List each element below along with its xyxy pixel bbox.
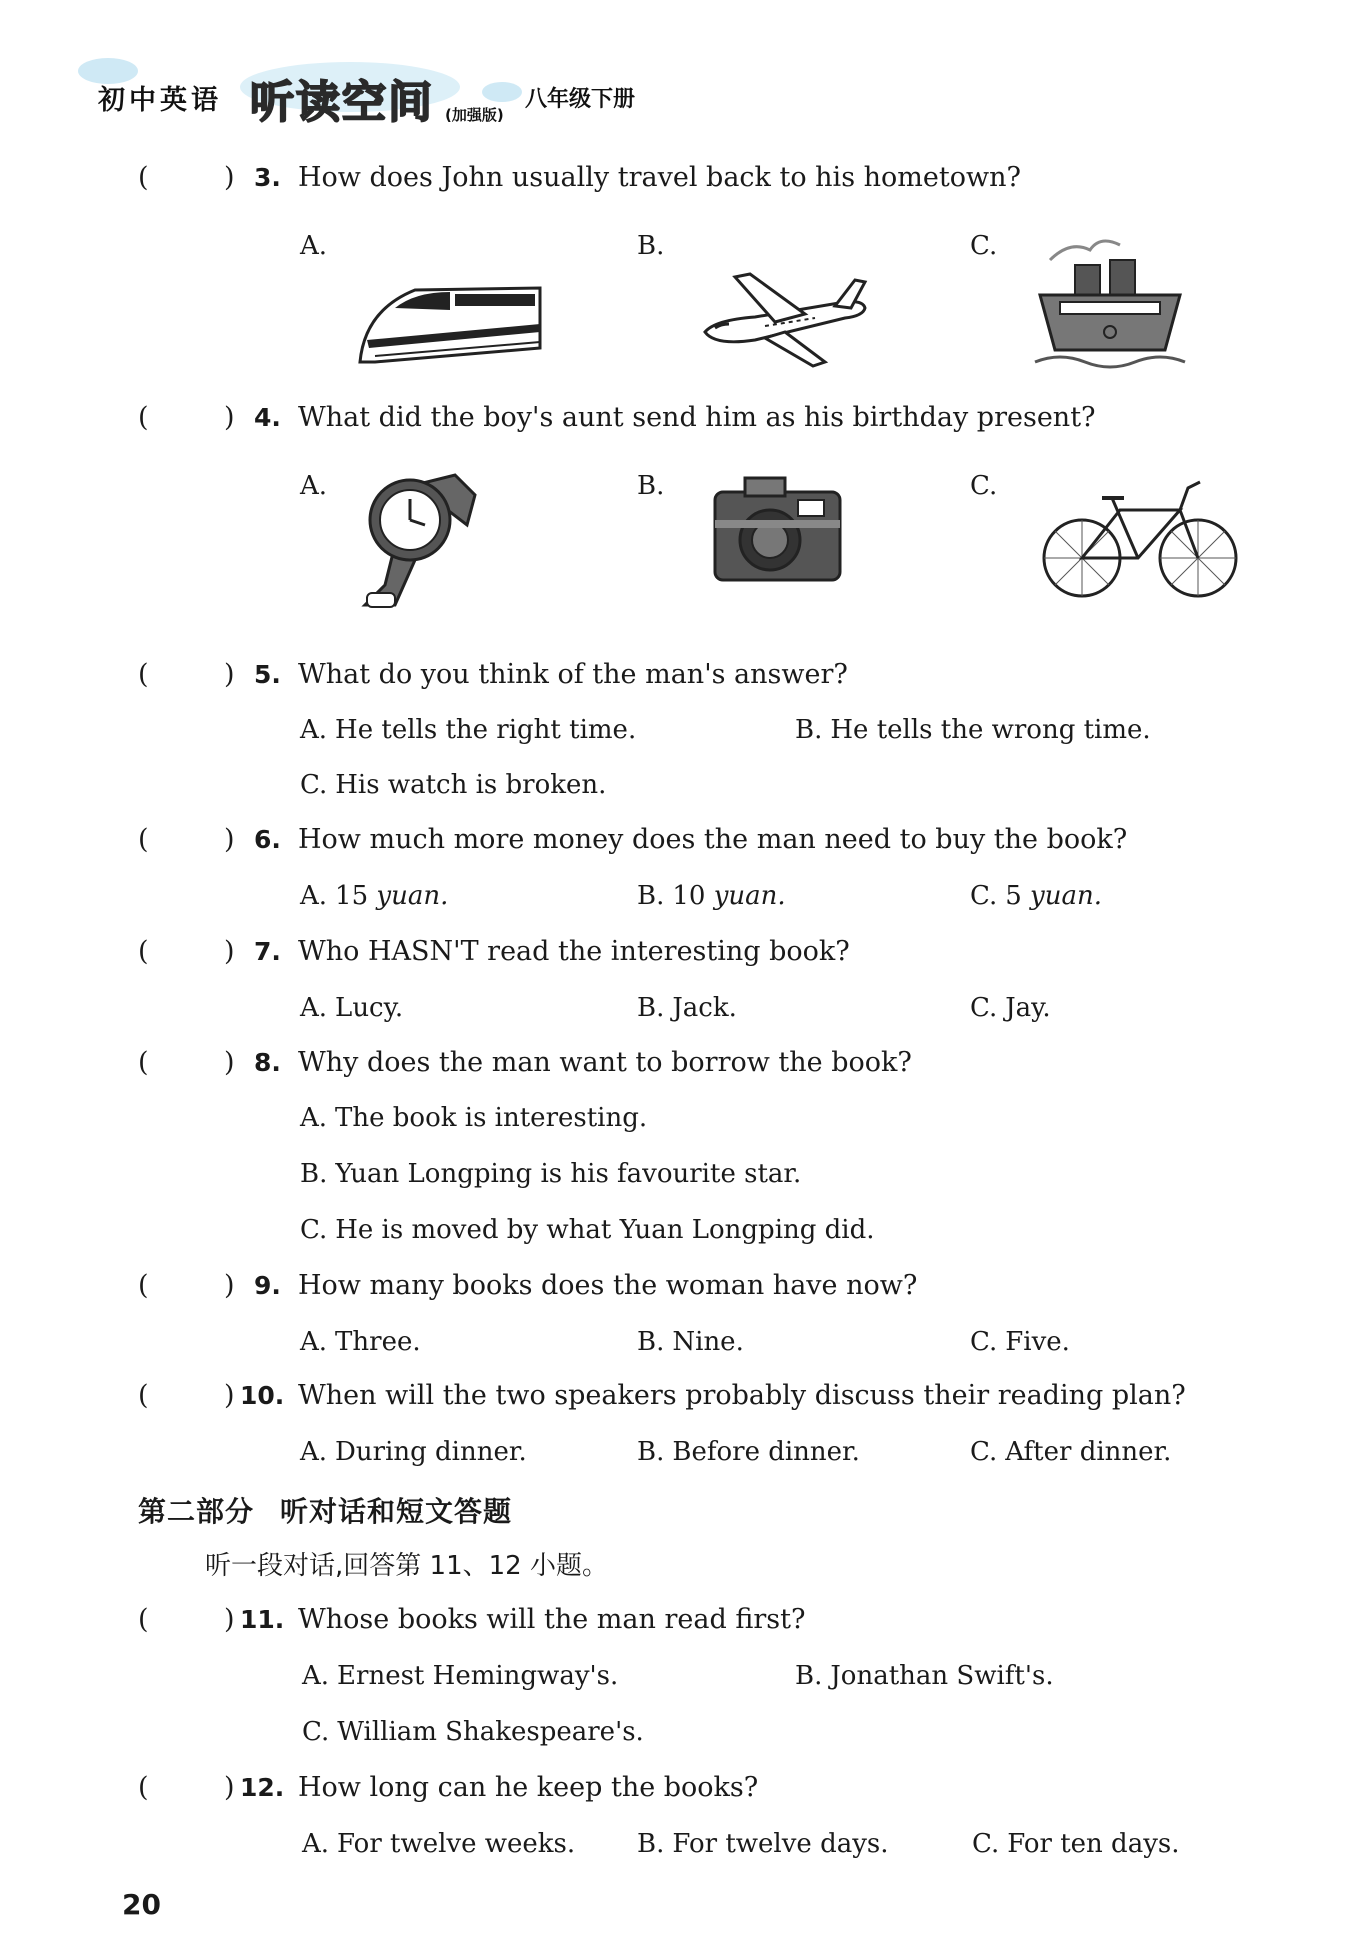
option-text: William Shakespeare's. — [337, 1717, 644, 1747]
ship-icon — [1030, 230, 1190, 375]
answer-blank-open[interactable]: ( — [138, 162, 149, 193]
option-label: B. — [795, 715, 823, 745]
option-unit: yuan. — [1030, 881, 1102, 911]
option-text: Five. — [1005, 1327, 1070, 1357]
option-label: A. — [300, 1437, 328, 1467]
option-c[interactable] — [300, 765, 606, 805]
answer-blank-close[interactable]: ) — [224, 1047, 235, 1078]
option-text: Jay. — [1005, 993, 1051, 1023]
option-b[interactable] — [637, 1824, 889, 1864]
option-c[interactable] — [970, 226, 1005, 266]
option-label: A. — [302, 1829, 330, 1859]
option-c[interactable] — [972, 1824, 1179, 1864]
option-text: His watch is broken. — [335, 770, 607, 800]
option-text: Nine. — [672, 1327, 744, 1357]
answer-blank-open[interactable]: ( — [138, 1047, 149, 1078]
option-a[interactable] — [302, 1656, 618, 1696]
option-label: B. — [637, 1327, 665, 1357]
question-number: 6. — [254, 825, 281, 854]
answer-blank-close[interactable]: ) — [224, 936, 235, 967]
question-6 — [138, 820, 1218, 860]
question-7 — [138, 932, 1218, 972]
answer-blank-close[interactable]: ) — [224, 1604, 235, 1635]
option-c[interactable] — [302, 1712, 644, 1752]
option-label: A. — [300, 881, 328, 911]
header-tag: (加强版) — [445, 106, 504, 124]
option-text: Jack. — [672, 993, 737, 1023]
option-c[interactable] — [970, 876, 1102, 916]
answer-blank-close[interactable]: ) — [224, 1270, 235, 1301]
question-text: Why does the man want to borrow the book? — [298, 1047, 912, 1078]
option-text: The book is interesting. — [335, 1103, 648, 1133]
header-grade: 八年级下册 — [525, 87, 636, 112]
question-number: 12. — [240, 1773, 285, 1802]
option-text: He tells the wrong time. — [830, 715, 1151, 745]
section-title: 听对话和短文答题 — [280, 1495, 513, 1528]
section-part: 第二部分 — [138, 1495, 255, 1528]
option-a[interactable] — [300, 1432, 527, 1472]
question-number: 10. — [240, 1381, 285, 1410]
answer-blank-open[interactable]: ( — [138, 1604, 149, 1635]
answer-blank-close[interactable]: ) — [224, 659, 235, 690]
answer-blank-open[interactable]: ( — [138, 659, 149, 690]
option-text: For ten days. — [1007, 1829, 1180, 1859]
option-label: C. — [970, 881, 998, 911]
option-a[interactable] — [302, 1824, 575, 1864]
airplane-icon — [695, 262, 875, 372]
high-speed-train-icon — [355, 270, 545, 370]
option-b[interactable] — [637, 1432, 860, 1472]
option-label: C. — [970, 471, 998, 501]
option-label: B. — [300, 1159, 328, 1189]
question-text: What do you think of the man's answer? — [298, 659, 848, 690]
section-heading — [138, 1490, 512, 1530]
section-instruction: 听一段对话,回答第 11、12 小题。 — [205, 1551, 608, 1581]
option-label: A. — [300, 231, 328, 261]
option-text: 15 — [335, 881, 369, 911]
option-c[interactable] — [970, 1432, 1171, 1472]
question-text: Whose books will the man read first? — [298, 1604, 806, 1635]
option-a[interactable] — [300, 226, 335, 266]
option-label: B. — [637, 881, 665, 911]
page-header — [90, 62, 790, 132]
option-text: 5 — [1005, 881, 1022, 911]
option-a[interactable] — [300, 1098, 647, 1138]
question-number: 11. — [240, 1605, 285, 1634]
option-b[interactable] — [637, 988, 737, 1028]
question-text: How much more money does the man need to buy the book? — [298, 824, 1128, 855]
option-label: B. — [795, 1661, 823, 1691]
option-text: During dinner. — [335, 1437, 527, 1467]
answer-blank-open[interactable]: ( — [138, 1772, 149, 1803]
wristwatch-icon — [355, 465, 485, 610]
question-number: 9. — [254, 1271, 281, 1300]
answer-blank-open[interactable]: ( — [138, 1270, 149, 1301]
option-text: Before dinner. — [672, 1437, 860, 1467]
question-text: Who HASN'T read the interesting book? — [298, 936, 850, 967]
answer-blank-close[interactable]: ) — [224, 824, 235, 855]
option-label: C. — [970, 993, 998, 1023]
option-text: For twelve weeks. — [337, 1829, 576, 1859]
option-a[interactable] — [300, 466, 335, 506]
option-unit: yuan. — [376, 881, 449, 911]
answer-blank-open[interactable]: ( — [138, 936, 149, 967]
question-number: 3. — [254, 163, 281, 192]
option-b[interactable] — [637, 226, 672, 266]
question-5 — [138, 655, 1218, 695]
question-text: How does John usually travel back to his hometown? — [298, 162, 1021, 193]
option-unit: yuan. — [713, 881, 786, 911]
question-number: 8. — [254, 1048, 281, 1077]
answer-blank-open[interactable]: ( — [138, 824, 149, 855]
answer-blank-close[interactable]: ) — [224, 402, 235, 433]
option-text: Lucy. — [335, 993, 404, 1023]
answer-blank-open[interactable]: ( — [138, 1380, 149, 1411]
option-label: C. — [972, 1829, 1000, 1859]
option-text: Ernest Hemingway's. — [337, 1661, 619, 1691]
question-number: 7. — [254, 937, 281, 966]
option-text: He tells the right time. — [335, 715, 637, 745]
option-c[interactable] — [300, 1210, 875, 1250]
option-c[interactable] — [970, 1322, 1070, 1362]
camera-icon — [710, 470, 845, 585]
question-9 — [138, 1266, 1218, 1306]
option-b[interactable] — [637, 876, 786, 916]
option-a[interactable] — [300, 710, 636, 750]
option-c[interactable] — [970, 466, 1005, 506]
option-label: C. — [970, 231, 998, 261]
option-label: A. — [300, 1103, 328, 1133]
option-b[interactable] — [795, 710, 1151, 750]
question-4 — [138, 398, 1218, 438]
question-text: When will the two speakers probably discuss their reading plan? — [298, 1380, 1186, 1411]
answer-blank-close[interactable]: ) — [224, 162, 235, 193]
answer-blank-close[interactable]: ) — [224, 1772, 235, 1803]
header-title: 听读空间 — [250, 77, 434, 128]
option-label: B. — [637, 1437, 665, 1467]
question-10 — [138, 1376, 1218, 1416]
option-label: A. — [300, 715, 328, 745]
option-b[interactable] — [637, 1322, 744, 1362]
option-text: Three. — [335, 1327, 421, 1357]
question-3 — [138, 158, 1218, 198]
answer-blank-close[interactable]: ) — [224, 1380, 235, 1411]
option-label: B. — [637, 1829, 665, 1859]
option-a[interactable] — [300, 1322, 421, 1362]
option-label: C. — [970, 1437, 998, 1467]
option-text: After dinner. — [1005, 1437, 1172, 1467]
bicycle-icon — [1040, 470, 1240, 600]
option-text: He is moved by what Yuan Longping did. — [335, 1215, 875, 1245]
option-label: A. — [300, 1327, 328, 1357]
question-text: How many books does the woman have now? — [298, 1270, 918, 1301]
cloud-decoration — [482, 82, 522, 102]
option-text: 10 — [672, 881, 706, 911]
option-label: C. — [300, 770, 328, 800]
question-text: What did the boy's aunt send him as his birthday present? — [298, 402, 1096, 433]
option-b[interactable] — [637, 466, 672, 506]
option-text: For twelve days. — [672, 1829, 889, 1859]
option-label: B. — [637, 993, 665, 1023]
option-label: A. — [300, 471, 328, 501]
question-number: 5. — [254, 660, 281, 689]
option-a[interactable] — [300, 988, 403, 1028]
option-label: A. — [300, 993, 328, 1023]
header-prefix: 初中英语 — [98, 85, 222, 116]
answer-blank-open[interactable]: ( — [138, 402, 149, 433]
question-number: 4. — [254, 403, 281, 432]
option-c[interactable] — [970, 988, 1051, 1028]
option-a[interactable] — [300, 876, 448, 916]
option-label: C. — [970, 1327, 998, 1357]
option-label: C. — [302, 1717, 330, 1747]
option-label: B. — [637, 231, 665, 261]
option-label: B. — [637, 471, 665, 501]
question-8 — [138, 1043, 1218, 1083]
option-label: A. — [302, 1661, 330, 1691]
page-number: 20 — [122, 1888, 161, 1921]
question-12 — [138, 1768, 1218, 1808]
question-text: How long can he keep the books? — [298, 1772, 759, 1803]
option-label: C. — [300, 1215, 328, 1245]
option-text: Jonathan Swift's. — [830, 1661, 1054, 1691]
option-b[interactable] — [300, 1154, 801, 1194]
option-text: Yuan Longping is his favourite star. — [335, 1159, 802, 1189]
question-11 — [138, 1600, 1218, 1640]
option-b[interactable] — [795, 1656, 1054, 1696]
